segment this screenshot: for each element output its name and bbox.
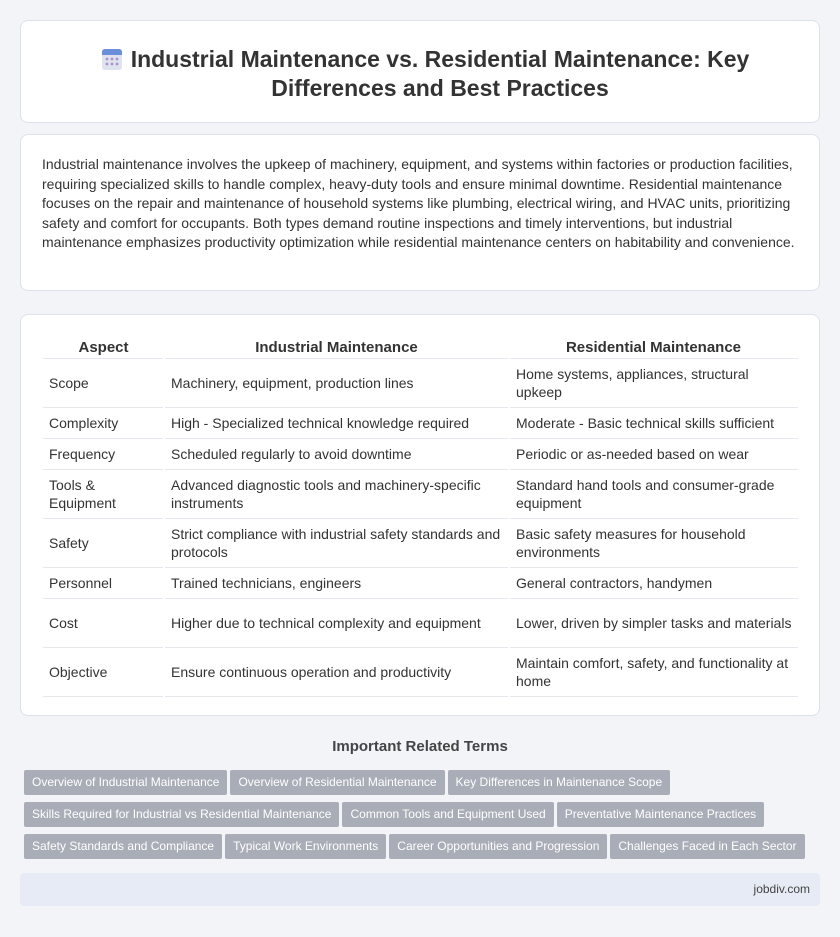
related-terms-heading: Important Related Terms xyxy=(332,738,508,755)
industrial-cell: Trained technicians, engineers xyxy=(164,567,509,598)
aspect-cell: Cost xyxy=(43,598,164,647)
comparison-table xyxy=(43,334,798,697)
related-terms-list xyxy=(24,770,824,866)
table-row xyxy=(43,469,798,518)
aspect-cell: Personnel xyxy=(43,567,164,598)
related-term-tag[interactable]: Key Differences in Maintenance Scope xyxy=(448,770,671,795)
column-header: Residential Maintenance xyxy=(509,334,798,358)
column-header: Industrial Maintenance xyxy=(164,334,509,358)
industrial-cell: High - Specialized technical knowledge required xyxy=(164,407,509,438)
residential-cell: Basic safety measures for household environments xyxy=(509,518,798,567)
residential-cell: Home systems, appliances, structural upkeep xyxy=(509,358,798,407)
industrial-cell: Higher due to technical complexity and equipment xyxy=(164,598,509,647)
industrial-cell: Ensure continuous operation and productivity xyxy=(164,647,509,696)
table-row xyxy=(43,647,798,696)
related-term-tag[interactable]: Typical Work Environments xyxy=(225,834,386,859)
residential-cell: Periodic or as-needed based on wear xyxy=(509,438,798,469)
table-row xyxy=(43,518,798,567)
aspect-cell: Scope xyxy=(43,358,164,407)
related-term-tag[interactable]: Common Tools and Equipment Used xyxy=(342,802,553,827)
intro-card xyxy=(20,134,820,291)
footer xyxy=(20,873,820,906)
industrial-cell: Strict compliance with industrial safety standards and protocols xyxy=(164,518,509,567)
residential-cell: Lower, driven by simpler tasks and materials xyxy=(509,598,798,647)
table-row xyxy=(43,567,798,598)
table-row xyxy=(43,598,798,647)
residential-cell: Maintain comfort, safety, and functionality at home xyxy=(509,647,798,696)
footer-site-link[interactable]: jobdiv.com xyxy=(753,882,810,896)
residential-cell: General contractors, handymen xyxy=(509,567,798,598)
residential-cell: Moderate - Basic technical skills sufficient xyxy=(509,407,798,438)
aspect-cell: Frequency xyxy=(43,438,164,469)
title-card xyxy=(20,20,820,123)
industrial-cell: Advanced diagnostic tools and machinery-specific instruments xyxy=(164,469,509,518)
aspect-cell: Complexity xyxy=(43,407,164,438)
column-header: Aspect xyxy=(43,334,164,358)
aspect-cell: Tools & Equipment xyxy=(43,469,164,518)
residential-cell: Standard hand tools and consumer-grade equipment xyxy=(509,469,798,518)
related-term-tag[interactable]: Career Opportunities and Progression xyxy=(389,834,607,859)
related-term-tag[interactable]: Overview of Residential Maintenance xyxy=(230,770,444,795)
aspect-cell: Safety xyxy=(43,518,164,567)
related-term-tag[interactable]: Safety Standards and Compliance xyxy=(24,834,222,859)
page-title: Industrial Maintenance vs. Residential Maintenance: Key Differences and Best Practices xyxy=(130,46,750,101)
table-row xyxy=(43,358,798,407)
related-term-tag[interactable]: Skills Required for Industrial vs Residential Maintenance xyxy=(24,802,339,827)
table-header-row xyxy=(43,334,798,358)
table-row xyxy=(43,407,798,438)
intro-paragraph: Industrial maintenance involves the upkeep of machinery, equipment, and systems within factories or production facilities, requiring specialized skills to handle complex, heavy-duty tools and ensure minimal downtime. Residential maintenance focuses on the repair and maintenance of household systems like plumbing, electrical wiring, and HVAC units, prioritizing safety and comfort for occupants. Both types demand routine inspections and timely interventions, but industrial maintenance emphasizes productivity optimization while residential maintenance centers on habitability and convenience. xyxy=(42,156,795,251)
industrial-cell: Scheduled regularly to avoid downtime xyxy=(164,438,509,469)
table-row xyxy=(43,438,798,469)
industrial-cell: Machinery, equipment, production lines xyxy=(164,358,509,407)
related-term-tag[interactable]: Challenges Faced in Each Sector xyxy=(610,834,804,859)
related-term-tag[interactable]: Overview of Industrial Maintenance xyxy=(24,770,227,795)
related-term-tag[interactable]: Preventative Maintenance Practices xyxy=(557,802,764,827)
comparison-card xyxy=(20,314,820,716)
aspect-cell: Objective xyxy=(43,647,164,696)
